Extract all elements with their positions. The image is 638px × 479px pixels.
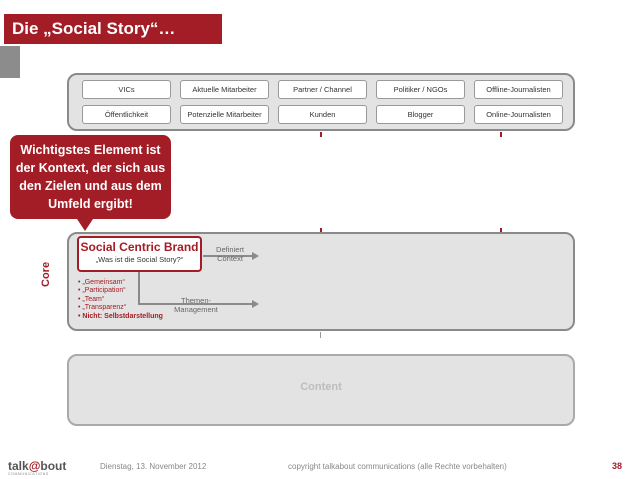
stakeholder-box: Partner / Channel (278, 80, 367, 99)
content-label: Content (300, 381, 342, 393)
slide-title: Die „Social Story“… (4, 14, 222, 44)
stakeholder-box: Kunden (278, 105, 367, 124)
stakeholder-box: Offline-Journalisten (474, 80, 563, 99)
bullet-item: • „Gemeinsam“ (78, 279, 125, 286)
logo-at-sign: @ (28, 459, 41, 473)
footer-date: Dienstag, 13. November 2012 (100, 462, 207, 471)
bullet-item: • „Team“ (78, 295, 105, 303)
stakeholder-box: VICs (82, 80, 171, 99)
brand-subtitle: „Was ist die Social Story?“ (95, 255, 184, 264)
stakeholder-box: Potenzielle Mitarbeiter (180, 105, 269, 124)
logo-part: bout (40, 459, 67, 473)
grey-side-tab (0, 46, 20, 78)
connector-tick (320, 132, 322, 137)
core-bullet-list (78, 279, 163, 321)
connector-tick (320, 332, 321, 338)
logo-part: talk (8, 459, 29, 473)
stakeholder-panel (67, 73, 575, 131)
brand-title: Social Centric Brand (80, 240, 199, 254)
bullet-item: • „Transparenz“ (78, 304, 127, 312)
page-number: 38 (612, 461, 623, 471)
logo-tagline: COMMUNICATIONS (8, 472, 49, 476)
bullet-item: • „Participation“ (78, 287, 126, 295)
definiert-context-label: Definiert Context (216, 245, 244, 263)
core-label: Core (40, 261, 52, 287)
stakeholder-box: Online-Journalisten (474, 105, 563, 124)
arrow-head (252, 300, 259, 308)
connector-tick (500, 132, 502, 137)
callout-pointer (77, 219, 93, 231)
callout-box: Wichtigstes Element ist der Kontext, der sich aus den Zielen und aus dem Umfeld ergibt! (10, 135, 171, 219)
stakeholder-box: Politiker / NGOs (376, 80, 465, 99)
stakeholder-box: Blogger (376, 105, 465, 124)
social-centric-brand-box (77, 236, 202, 272)
footer-copyright: copyright talkabout communications (alle Rechte vorbehalten) (288, 462, 507, 471)
talkabout-logo (8, 459, 66, 473)
bullet-item: • Nicht: Selbstdarstellung (78, 312, 163, 320)
stakeholder-box: Aktuelle Mitarbeiter (180, 80, 269, 99)
stakeholder-box: Öffentlichkeit (82, 105, 171, 124)
themen-management-label: Themen-Management (174, 296, 218, 314)
